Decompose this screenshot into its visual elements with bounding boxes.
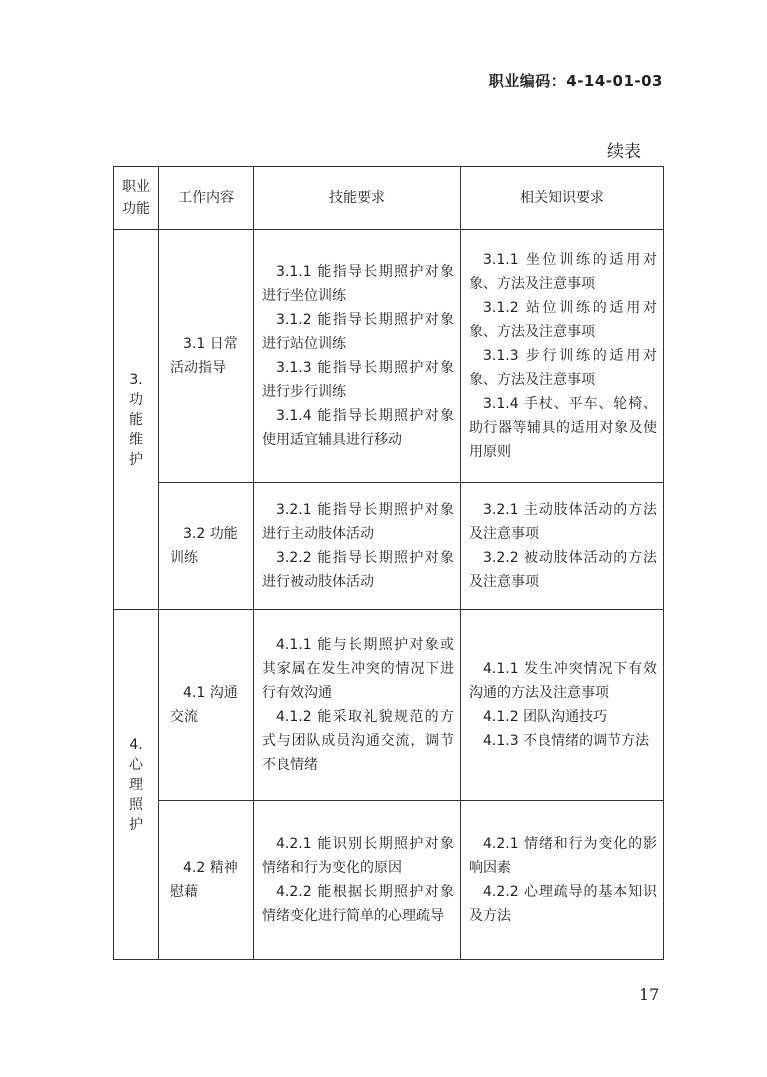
knowledge-cell [461,483,664,610]
page-number: 17 [639,985,660,1004]
skill-item: 3.2.1 能指导长期照护对象进行主动肢体活动 [262,502,454,542]
knowledge-item: 3.2.1 主动肢体活动的方法及注意事项 [469,502,657,542]
function-char: 能 [129,411,143,428]
function-char: 维 [129,431,143,448]
knowledge-item: 3.1.1 坐位训练的适用对象、方法及注意事项 [469,252,657,292]
knowledge-item: 3.2.2 被动肢体活动的方法及注意事项 [469,550,657,590]
skill-item: 4.2.2 能根据长期照护对象情绪变化进行简单的心理疏导 [262,884,454,924]
work-content-line1: 4.1 沟通 [183,685,238,701]
function-char: 理 [129,776,143,793]
knowledge-item: 4.1.3 不良情绪的调节方法 [483,733,650,749]
header-function [114,167,159,230]
skills-cell [254,801,461,960]
skill-item: 3.1.4 能指导长期照护对象使用适宜辅具进行移动 [262,408,454,448]
knowledge-cell [461,230,664,483]
knowledge-item: 3.1.2 站位训练的适用对象、方法及注意事项 [469,300,657,340]
table-row [114,230,664,483]
skill-item: 3.2.2 能指导长期照护对象进行被动肢体活动 [262,550,454,590]
table-row [114,801,664,960]
occupation-code: 职业编码：4-14-01-03 [488,72,663,90]
header-function-line2: 功能 [122,201,150,217]
work-content-line1: 4.2 精神 [183,860,238,876]
knowledge-item: 4.2.1 情绪和行为变化的影响因素 [469,836,657,876]
knowledge-item: 4.1.2 团队沟通技巧 [483,709,608,725]
function-char: 照 [129,796,143,813]
function-char: 3. [129,371,143,388]
table-row [114,483,664,610]
work-content-line2: 慰藉 [170,884,198,900]
function-char: 4. [129,736,143,753]
skill-item: 3.1.2 能指导长期照护对象进行站位训练 [262,312,454,352]
table-header-row [114,167,664,230]
knowledge-cell [461,801,664,960]
header-knowledge-requirements: 相关知识要求 [461,167,664,230]
function-char: 心 [129,756,143,773]
knowledge-item: 3.1.3 步行训练的适用对象、方法及注意事项 [469,348,657,388]
work-content-line2: 训练 [170,550,198,566]
skill-item: 3.1.1 能指导长期照护对象进行坐位训练 [262,264,454,304]
work-content-cell [159,801,254,960]
knowledge-item: 4.2.2 心理疏导的基本知识及方法 [469,884,657,924]
continued-label: 续表 [607,142,641,162]
header-work-content: 工作内容 [159,167,254,230]
skill-item: 4.1.2 能采取礼貌规范的方式与团队成员沟通交流，调节不良情绪 [262,709,454,773]
work-content-line1: 3.2 功能 [183,526,238,542]
skills-cell [254,610,461,801]
work-content-line2: 交流 [170,709,198,725]
function-char: 护 [129,451,143,468]
skill-item: 4.2.1 能识别长期照护对象情绪和行为变化的原因 [262,836,454,876]
header-skill-requirements: 技能要求 [254,167,461,230]
work-content-cell [159,230,254,483]
skill-item: 3.1.3 能指导长期照护对象进行步行训练 [262,360,454,400]
work-content-line1: 3.1 日常 [183,336,238,352]
skills-cell [254,230,461,483]
skills-cell [254,483,461,610]
header-function-line1: 职业 [122,179,150,195]
skill-item: 4.1.1 能与长期照护对象或其家属在发生冲突的情况下进行有效沟通 [262,637,454,701]
function-cell-3 [114,230,159,610]
table-row [114,610,664,801]
work-content-cell [159,610,254,801]
function-char: 护 [129,816,143,833]
knowledge-item: 4.1.1 发生冲突情况下有效沟通的方法及注意事项 [469,661,657,701]
function-char: 功 [129,391,143,408]
occupation-standards-table [113,166,664,960]
work-content-cell [159,483,254,610]
knowledge-item: 3.1.4 手杖、平车、轮椅、助行器等辅具的适用对象及使用原则 [469,396,657,460]
work-content-line2: 活动指导 [170,360,226,376]
function-cell-4 [114,610,159,960]
knowledge-cell [461,610,664,801]
